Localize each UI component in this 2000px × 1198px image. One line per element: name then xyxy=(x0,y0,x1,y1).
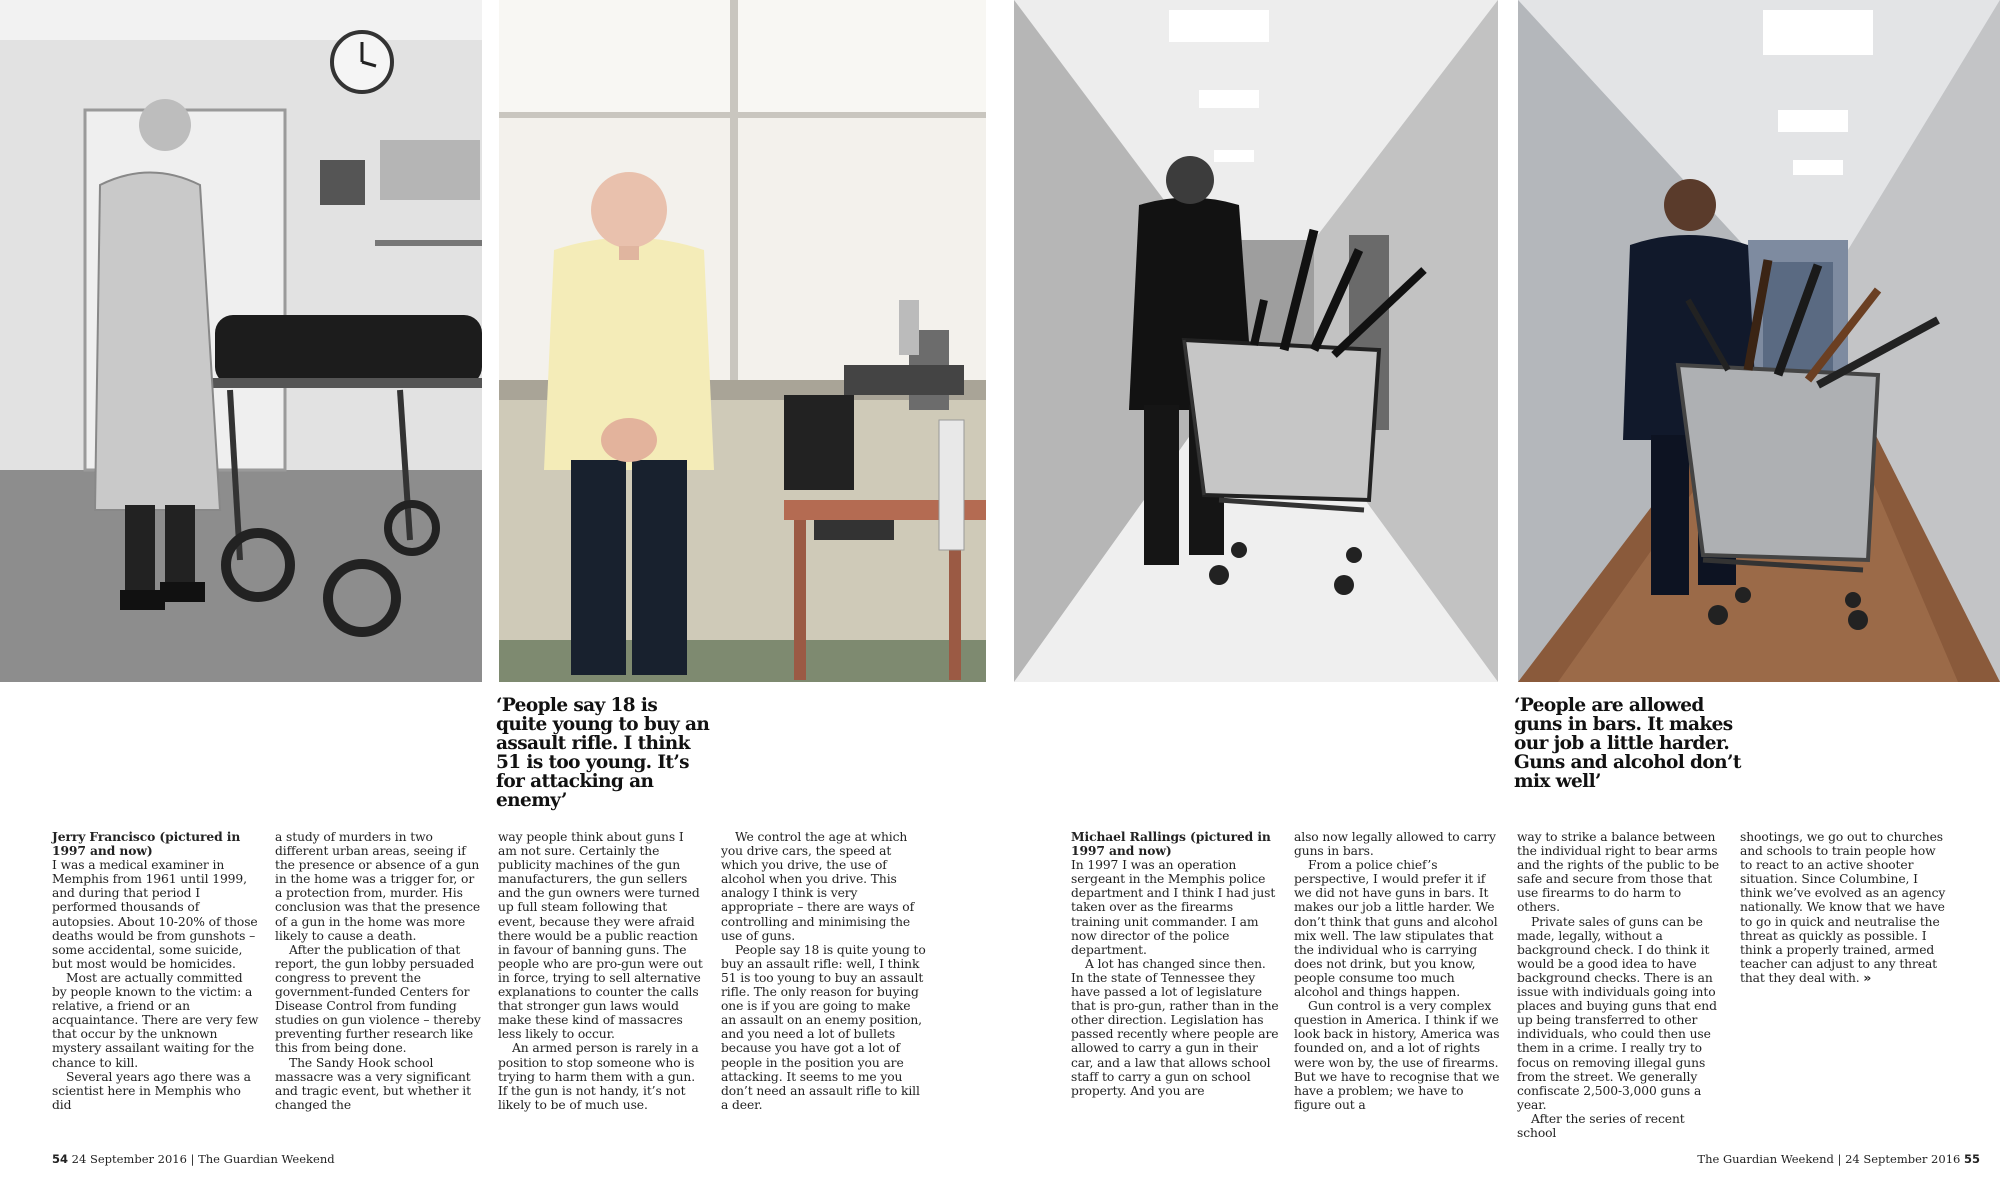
paragraph: After the series of recent school xyxy=(1517,1111,1685,1140)
page-number-right: 55 xyxy=(1963,1152,1980,1166)
photo-jerry-francisco-1997 xyxy=(0,0,482,682)
paragraph: The Sandy Hook school massacre was a very significant and tragic event, but whether it changed the xyxy=(275,1055,471,1112)
text-column-4 xyxy=(721,830,929,1112)
paragraph: Several years ago there was a scientist here in Memphis who did xyxy=(52,1069,251,1112)
folio-left xyxy=(52,1152,335,1166)
text-column-2 xyxy=(275,830,483,1112)
paragraph: Private sales of guns can be made, legally, without a background check. I do think it would be a good idea to have background checks. There is an issue with individuals going into places and buying guns that end up being transferred to other individuals, who could then use them in a crime. I really try to focus on removing illegal guns from the street. We generally confiscate 2,500-3,000 guns a year. xyxy=(1517,914,1717,1112)
paragraph: After the publication of that report, the gun lobby persuaded congress to prevent the government-funded Centers for Disease Control from funding studies on gun violence – thereby preventing further research like this from being done. xyxy=(275,942,481,1056)
paragraph: a study of murders in two different urban areas, seeing if the presence or absence of a gun in the home was a trigger for, or a protection from, murder. His conclusion was that the presence of a gun in the home was more likely to cause a death. xyxy=(275,830,481,943)
byline-michael-rallings: Michael Rallings (pictured in 1997 and now) xyxy=(1071,829,1271,859)
pull-quote-left: ‘People say 18 is quite young to buy an assault rifle. I think 51 is too young. It’s for attacking an enemy’ xyxy=(496,695,710,811)
paragraph: In 1997 I was an operation sergeant in the Memphis police department and I think I had just taken over as the firearms training unit commander. I am now director of the police department. xyxy=(1071,858,1276,957)
photo-michael-rallings-1997 xyxy=(1014,0,1498,682)
photo-jerry-francisco-now xyxy=(499,0,986,682)
paragraph: shootings, we go out to churches and schools to train people how to react to an active shooter situation. Since Columbine, I think we’ve evolved as an agency nationally. We know that we have to go in quick and neutralise the threat as quickly as possible. I think a properly trained, armed teacher can adjust to any threat that they deal with. xyxy=(1740,830,1946,985)
folio-right xyxy=(1697,1152,1980,1166)
paragraph: Most are actually committed by people known to the victim: a relative, a friend or an acquaintance. There are very few that occur by the unknown mystery assailant waiting for the chance to kill. xyxy=(52,970,259,1070)
paragraph: An armed person is rarely in a position to stop someone who is trying to harm them with a gun. If the gun is not handy, it’s not likely to be of much use. xyxy=(498,1041,699,1112)
folio-right-text: The Guardian Weekend | 24 September 2016 xyxy=(1697,1152,1964,1166)
text-column-8 xyxy=(1740,830,1948,985)
byline-jerry-francisco: Jerry Francisco (pictured in 1997 and now) xyxy=(52,829,241,859)
text-column-6 xyxy=(1294,830,1502,1112)
paragraph: From a police chief’s perspective, I would prefer it if we did not have guns in bars. It makes our job a little harder. We don’t think that guns and alcohol mix well. The law stipulates that the individual who is carrying does not drink, but you know, people consume too much alcohol and things happen. xyxy=(1294,858,1498,1000)
folio-left-text: 24 September 2016 | The Guardian Weekend xyxy=(68,1152,335,1166)
paragraph: way to strike a balance between the individual right to bear arms and the rights of the public to be safe and secure from those that use firearms to do harm to others. xyxy=(1517,830,1720,915)
text-column-3 xyxy=(498,830,706,1112)
paragraph: A lot has changed since then. In the state of Tennessee they have passed a lot of legislature that is pro-gun, rather than in the other direction. Legislation has passed recently where people are allowed to carry a gun in their car, and a law that allows school staff to carry a gun on school property. And you are xyxy=(1071,956,1279,1098)
paragraph: Gun control is a very complex question in America. I think if we look back in history, America was founded on, and a lot of rights were won by, the use of firearms. But we have to recognise that we have a problem; we have to figure out a xyxy=(1294,999,1500,1112)
photo-michael-rallings-now xyxy=(1518,0,2000,682)
end-mark-icon: » xyxy=(1863,970,1872,985)
paragraph: way people think about guns I am not sure. Certainly the publicity machines of the gun manufacturers, the gun sellers and the gun owners were turned up full steam following that event, because they were afraid there would be a public reaction in favour of banning guns. The people who are pro-gun were out in force, trying to sell alternative explanations to counter the calls that stronger gun laws would make these kind of massacres less likely to occur. xyxy=(498,830,703,1042)
page-number-left: 54 xyxy=(52,1152,69,1166)
paragraph: We control the age at which you drive cars, the speed at which you drive, the use of alcohol when you drive. This analogy I think is very appropriate – there are ways of controlling and minimising the use of guns. xyxy=(721,830,915,943)
text-column-1 xyxy=(52,830,260,1112)
paragraph: People say 18 is quite young to buy an assault rifle: well, I think 51 is too young to buy an assault rifle. The only reason for buying one is if you are going to make an assault on an enemy position, and you need a lot of bullets because you have got a lot of people in the position you are attacking. It seems to me you don’t need an assault rifle to kill a deer. xyxy=(721,942,926,1112)
text-column-7 xyxy=(1517,830,1725,1140)
paragraph: I was a medical examiner in Memphis from 1961 until 1999, and during that period I performed thousands of autopsies. About 10-20% of those deaths would be from gunshots – some accidental, some suicide, but most would be homicides. xyxy=(52,858,258,971)
pull-quote-right: ‘People are allowed guns in bars. It makes our job a little harder. Guns and alcohol don’t mix well’ xyxy=(1514,695,1741,792)
paragraph: also now legally allowed to carry guns in bars. xyxy=(1294,830,1496,859)
text-column-5 xyxy=(1071,830,1279,1098)
